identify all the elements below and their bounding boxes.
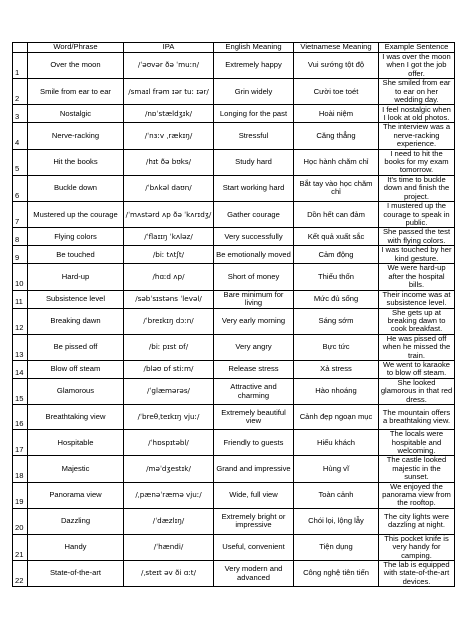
english-meaning: Short of money	[214, 264, 294, 290]
table-row	[13, 123, 455, 149]
english-meaning: Wide, full view	[214, 482, 294, 508]
table-row	[13, 175, 455, 201]
vietnamese-meaning: Cảm động	[294, 246, 379, 264]
english-meaning: Stressful	[214, 123, 294, 149]
example-sentence: I feel nostalgic when I look at old photos.	[379, 105, 455, 123]
row-number: 9	[13, 246, 28, 264]
table-row	[13, 405, 455, 430]
word-phrase: Smile from ear to ear	[28, 79, 124, 105]
header-vietnamese-meaning: Vietnamese Meaning	[294, 43, 379, 53]
vietnamese-meaning: Cảnh đẹp ngoạn mục	[294, 405, 379, 430]
vietnamese-meaning: Hiếu khách	[294, 430, 379, 456]
english-meaning: Very angry	[214, 334, 294, 360]
example-sentence: The city lights were dazzling at night.	[379, 508, 455, 534]
table-row	[13, 308, 455, 334]
english-meaning: Longing for the past	[214, 105, 294, 123]
vietnamese-meaning: Hoài niệm	[294, 105, 379, 123]
table-row	[13, 378, 455, 404]
vocabulary-sheet	[12, 42, 454, 587]
english-meaning: Release stress	[214, 360, 294, 378]
table-row	[13, 360, 455, 378]
example-sentence: We went to karaoke to blow off steam.	[379, 360, 455, 378]
vietnamese-meaning: Hào nhoáng	[294, 378, 379, 404]
ipa-transcription: /biː tʌtʃt/	[124, 246, 214, 264]
table-row	[13, 430, 455, 456]
english-meaning: Very early morning	[214, 308, 294, 334]
example-sentence: I need to hit the books for my exam tomorrow.	[379, 149, 455, 175]
word-phrase: Subsistence level	[28, 290, 124, 308]
vietnamese-meaning: Chói lọi, lộng lẫy	[294, 508, 379, 534]
table-row	[13, 149, 455, 175]
vocabulary-table	[12, 42, 455, 587]
row-number: 22	[13, 561, 28, 587]
vietnamese-meaning: Căng thẳng	[294, 123, 379, 149]
word-phrase: Dazzling	[28, 508, 124, 534]
table-row	[13, 508, 455, 534]
ipa-transcription: /ˈbreθˌteɪkɪŋ vjuː/	[124, 405, 214, 430]
english-meaning: Extremely happy	[214, 53, 294, 79]
vietnamese-meaning: Sáng sớm	[294, 308, 379, 334]
word-phrase: Nostalgic	[28, 105, 124, 123]
english-meaning: Start working hard	[214, 175, 294, 201]
example-sentence: It's time to buckle down and finish the project.	[379, 175, 455, 201]
row-number: 11	[13, 290, 28, 308]
row-number: 21	[13, 534, 28, 560]
header-ipa: IPA	[124, 43, 214, 53]
row-number: 10	[13, 264, 28, 290]
english-meaning: Useful, convenient	[214, 534, 294, 560]
word-phrase: Hospitable	[28, 430, 124, 456]
table-row	[13, 290, 455, 308]
header-word: Word/Phrase	[28, 43, 124, 53]
table-row	[13, 534, 455, 560]
word-phrase: Panorama view	[28, 482, 124, 508]
vietnamese-meaning: Hùng vĩ	[294, 456, 379, 482]
row-number: 7	[13, 202, 28, 228]
ipa-transcription: /ˈbreɪkɪŋ dɔːn/	[124, 308, 214, 334]
vietnamese-meaning: Bực tức	[294, 334, 379, 360]
header-row	[13, 43, 455, 53]
ipa-transcription: /bləʊ ɒf stiːm/	[124, 360, 214, 378]
table-row	[13, 79, 455, 105]
example-sentence: We were hard-up after the hospital bills.	[379, 264, 455, 290]
word-phrase: Blow off steam	[28, 360, 124, 378]
table-row	[13, 456, 455, 482]
example-sentence: This pocket knife is very handy for camping.	[379, 534, 455, 560]
row-number: 2	[13, 79, 28, 105]
vietnamese-meaning: Vui sướng tột độ	[294, 53, 379, 79]
example-sentence: The mountain offers a breathtaking view.	[379, 405, 455, 430]
header-number	[13, 43, 28, 53]
ipa-transcription: /ˈhændi/	[124, 534, 214, 560]
english-meaning: Be emotionally moved	[214, 246, 294, 264]
example-sentence: She looked glamorous in that red dress.	[379, 378, 455, 404]
ipa-transcription: /məˈdʒestɪk/	[124, 456, 214, 482]
row-number: 17	[13, 430, 28, 456]
english-meaning: Very modern and advanced	[214, 561, 294, 587]
example-sentence: The castle looked majestic in the sunset.	[379, 456, 455, 482]
example-sentence: I was over the moon when I got the job offer.	[379, 53, 455, 79]
english-meaning: Very successfully	[214, 228, 294, 246]
example-sentence: The locals were hospitable and welcoming.	[379, 430, 455, 456]
row-number: 6	[13, 175, 28, 201]
vietnamese-meaning: Kết quả xuất sắc	[294, 228, 379, 246]
table-row	[13, 334, 455, 360]
ipa-transcription: /ˈhɒspɪtəbl/	[124, 430, 214, 456]
word-phrase: Be touched	[28, 246, 124, 264]
english-meaning: Grin widely	[214, 79, 294, 105]
table-row	[13, 105, 455, 123]
row-number: 3	[13, 105, 28, 123]
ipa-transcription: /ˈɡlæmərəs/	[124, 378, 214, 404]
ipa-transcription: /ˈflaɪɪŋ ˈkʌləz/	[124, 228, 214, 246]
table-row	[13, 53, 455, 79]
ipa-transcription: /ˈbʌkəl daʊn/	[124, 175, 214, 201]
word-phrase: Nerve-racking	[28, 123, 124, 149]
word-phrase: Mustered up the courage	[28, 202, 124, 228]
word-phrase: Glamorous	[28, 378, 124, 404]
example-sentence: She smiled from ear to ear on her wedding day.	[379, 79, 455, 105]
example-sentence: The interview was a nerve-racking experience.	[379, 123, 455, 149]
example-sentence: I was touched by her kind gesture.	[379, 246, 455, 264]
vietnamese-meaning: Xả stress	[294, 360, 379, 378]
english-meaning: Attractive and charming	[214, 378, 294, 404]
word-phrase: State-of-the-art	[28, 561, 124, 587]
word-phrase: Over the moon	[28, 53, 124, 79]
row-number: 5	[13, 149, 28, 175]
row-number: 13	[13, 334, 28, 360]
table-body	[13, 53, 455, 587]
vietnamese-meaning: Dồn hết can đảm	[294, 202, 379, 228]
row-number: 16	[13, 405, 28, 430]
word-phrase: Majestic	[28, 456, 124, 482]
example-sentence: Their income was at subsistence level.	[379, 290, 455, 308]
vietnamese-meaning: Cười toe toét	[294, 79, 379, 105]
table-row	[13, 561, 455, 587]
ipa-transcription: /nɒˈstældʒɪk/	[124, 105, 214, 123]
word-phrase: Hard-up	[28, 264, 124, 290]
vietnamese-meaning: Công nghệ tiên tiến	[294, 561, 379, 587]
header-example-sentence: Example Sentence	[379, 43, 455, 53]
english-meaning: Grand and impressive	[214, 456, 294, 482]
example-sentence: She gets up at breaking dawn to cook breakfast.	[379, 308, 455, 334]
english-meaning: Friendly to guests	[214, 430, 294, 456]
ipa-transcription: /ˈnɜːv ˌrækɪŋ/	[124, 123, 214, 149]
word-phrase: Breathtaking view	[28, 405, 124, 430]
vietnamese-meaning: Toàn cảnh	[294, 482, 379, 508]
vietnamese-meaning: Học hành chăm chỉ	[294, 149, 379, 175]
word-phrase: Buckle down	[28, 175, 124, 201]
row-number: 14	[13, 360, 28, 378]
row-number: 8	[13, 228, 28, 246]
header-english-meaning: English Meaning	[214, 43, 294, 53]
table-row	[13, 202, 455, 228]
ipa-transcription: /biː pɪst ɒf/	[124, 334, 214, 360]
vietnamese-meaning: Tiện dụng	[294, 534, 379, 560]
table-row	[13, 264, 455, 290]
row-number: 20	[13, 508, 28, 534]
ipa-transcription: /səbˈsɪstəns ˈlevəl/	[124, 290, 214, 308]
english-meaning: Study hard	[214, 149, 294, 175]
word-phrase: Breaking dawn	[28, 308, 124, 334]
word-phrase: Flying colors	[28, 228, 124, 246]
word-phrase: Be pissed off	[28, 334, 124, 360]
english-meaning: Gather courage	[214, 202, 294, 228]
ipa-transcription: /ˈmʌstərd ʌp ðə ˈkʌrɪdʒ/	[124, 202, 214, 228]
example-sentence: The lab is equipped with state-of-the-art devices.	[379, 561, 455, 587]
row-number: 15	[13, 378, 28, 404]
example-sentence: We enjoyed the panorama view from the rooftop.	[379, 482, 455, 508]
row-number: 12	[13, 308, 28, 334]
word-phrase: Hit the books	[28, 149, 124, 175]
ipa-transcription: /ˌsteɪt əv ði ɑːt/	[124, 561, 214, 587]
table-row	[13, 228, 455, 246]
row-number: 18	[13, 456, 28, 482]
ipa-transcription: /ˈdæzlɪŋ/	[124, 508, 214, 534]
ipa-transcription: /hɪt ðə bʊks/	[124, 149, 214, 175]
english-meaning: Extremely beautiful view	[214, 405, 294, 430]
ipa-transcription: /smaɪl frəm ɪər tuː ɪər/	[124, 79, 214, 105]
example-sentence: He was pissed off when he missed the train.	[379, 334, 455, 360]
vietnamese-meaning: Thiếu thốn	[294, 264, 379, 290]
vietnamese-meaning: Mức đủ sống	[294, 290, 379, 308]
english-meaning: Extremely bright or impressive	[214, 508, 294, 534]
table-row	[13, 246, 455, 264]
vietnamese-meaning: Bắt tay vào học chăm chỉ	[294, 175, 379, 201]
ipa-transcription: /ˈəʊvər ðə ˈmuːn/	[124, 53, 214, 79]
row-number: 1	[13, 53, 28, 79]
example-sentence: She passed the test with flying colors.	[379, 228, 455, 246]
english-meaning: Bare minimum for living	[214, 290, 294, 308]
row-number: 19	[13, 482, 28, 508]
ipa-transcription: /hɑːd ʌp/	[124, 264, 214, 290]
ipa-transcription: /ˌpænəˈræmə vjuː/	[124, 482, 214, 508]
row-number: 4	[13, 123, 28, 149]
table-row	[13, 482, 455, 508]
example-sentence: I mustered up the courage to speak in public.	[379, 202, 455, 228]
word-phrase: Handy	[28, 534, 124, 560]
